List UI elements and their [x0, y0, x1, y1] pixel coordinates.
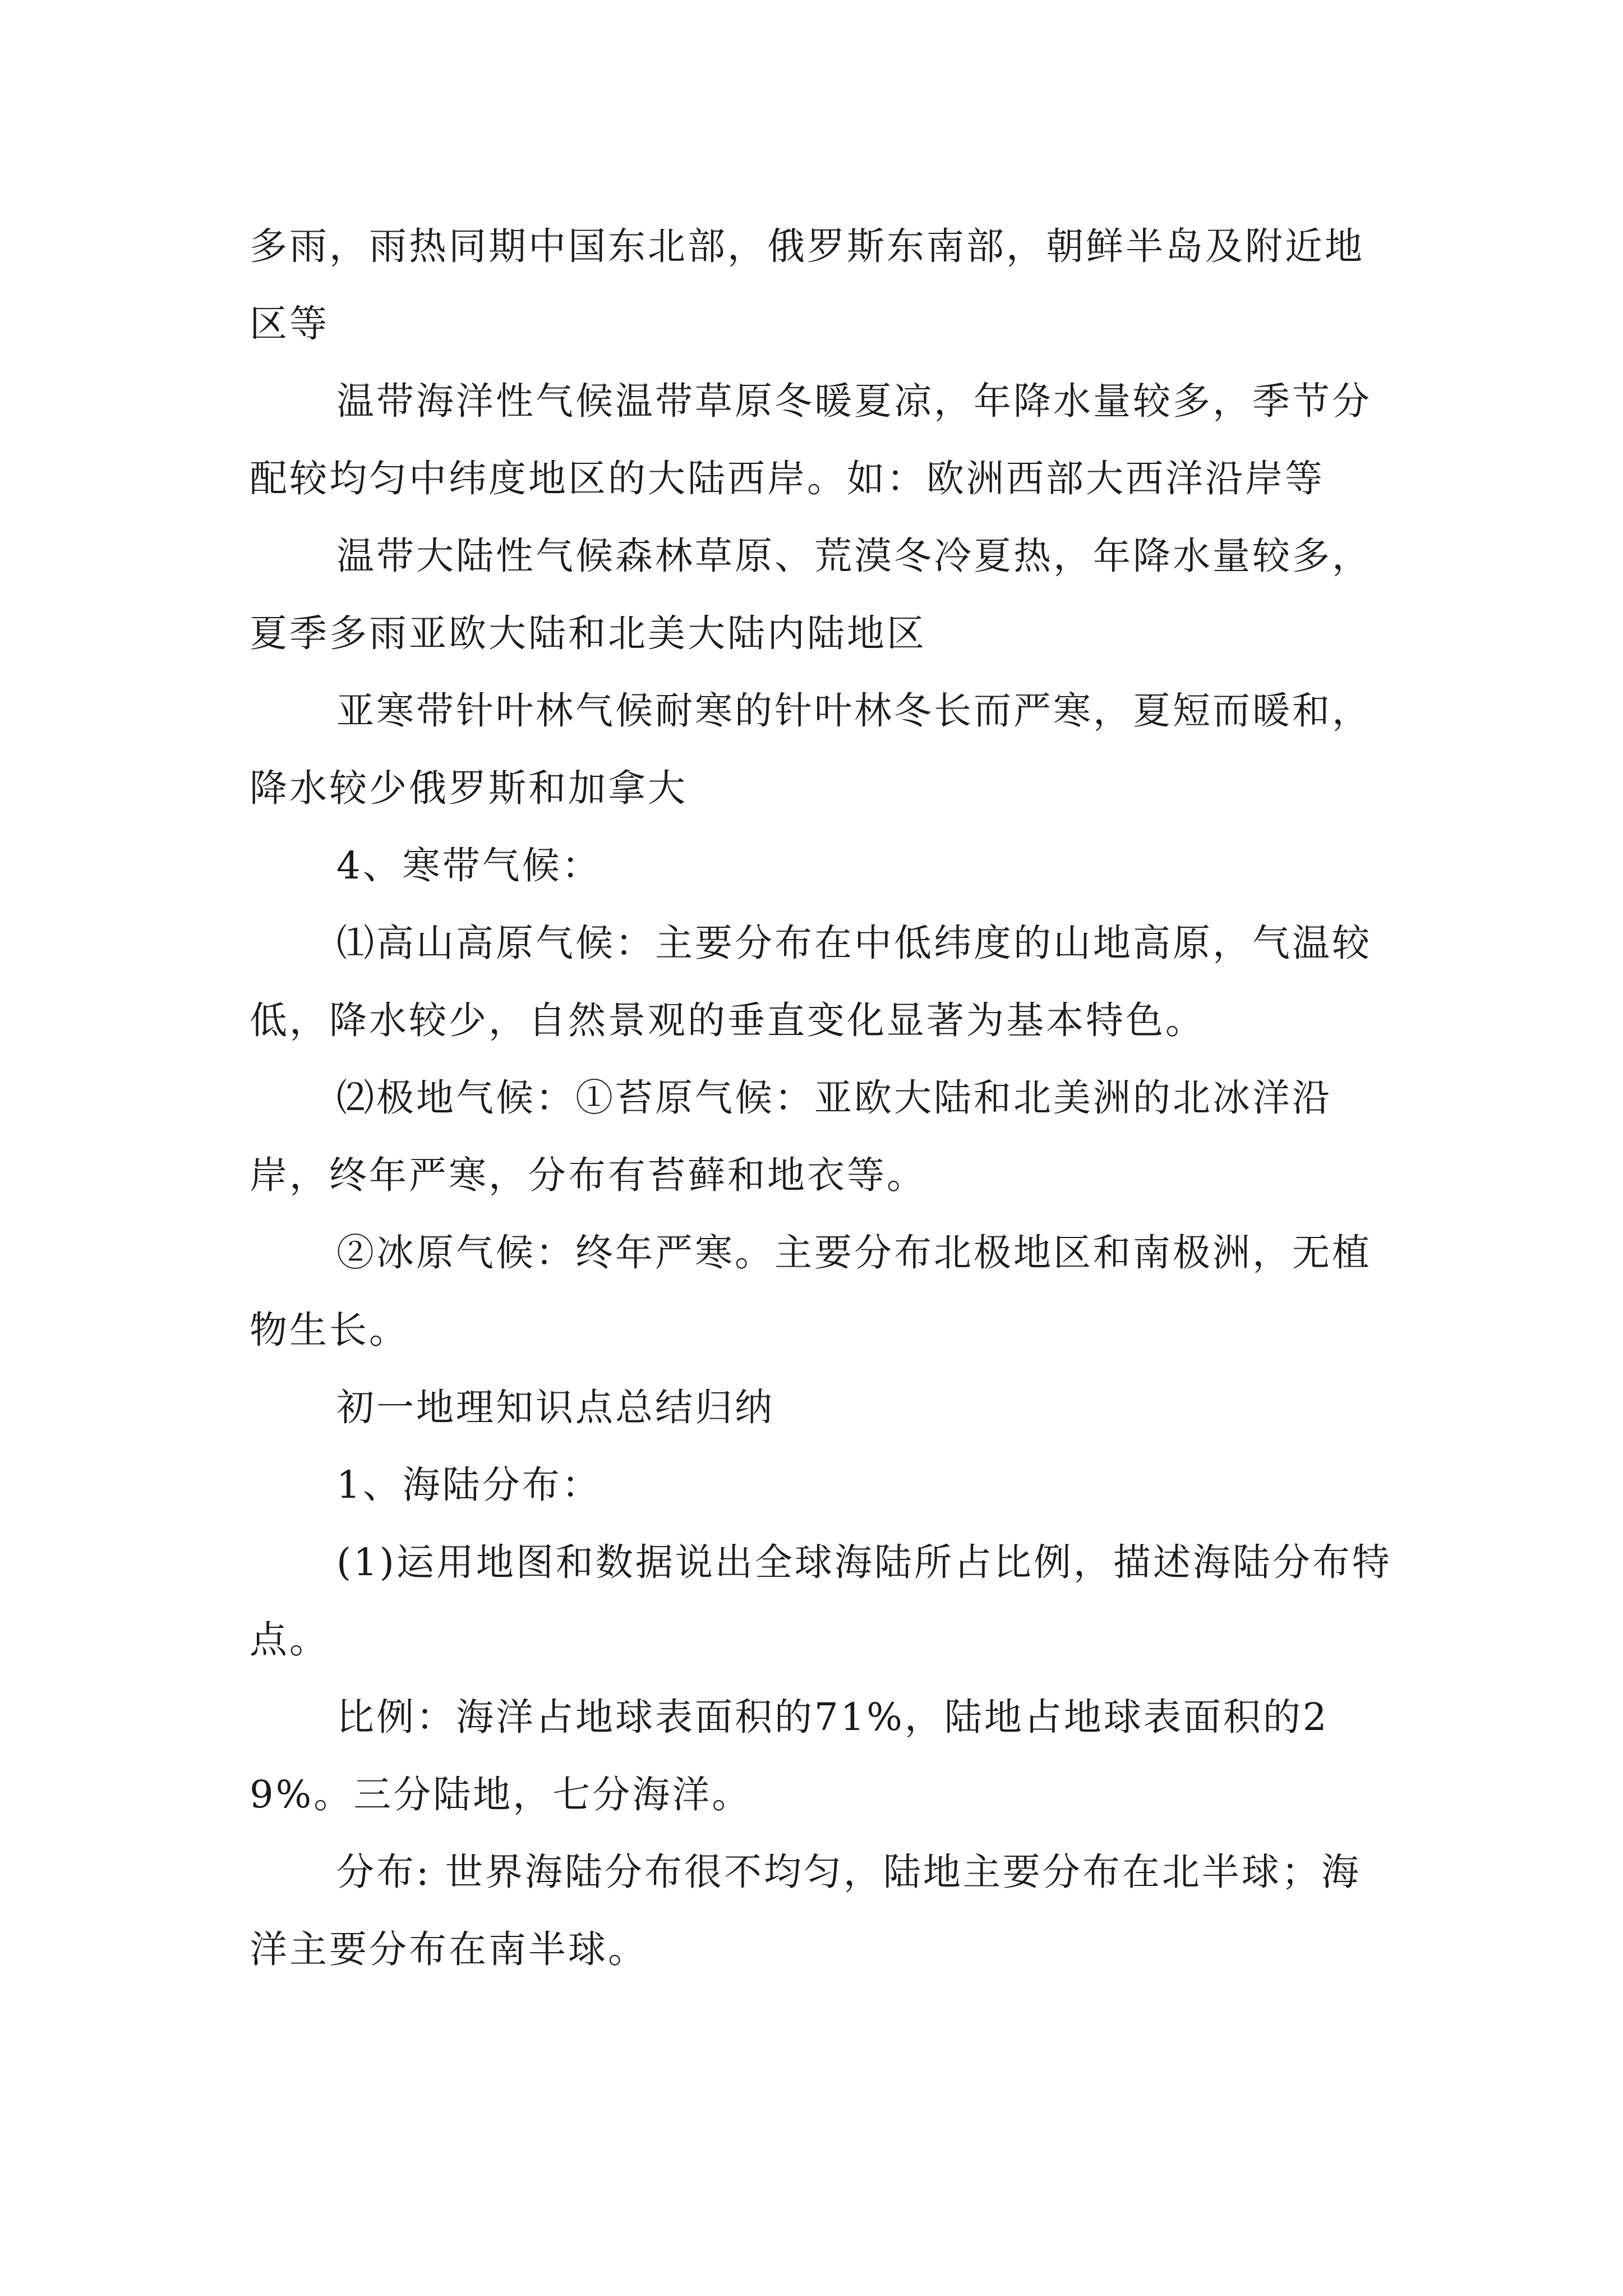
paragraph-subarctic: 亚寒带针叶林气候耐寒的针叶林冬长而严寒，夏短而暖和，降水较少俄罗斯和加拿大 — [250, 689, 1372, 810]
paragraph-highland-climate: ⑴高山高原气候：主要分布在中低纬度的山地高原，气温较低，降水较少，自然景观的垂直变化显著为基本特色。 — [250, 921, 1372, 1042]
paragraph-continuation-monsoon: 多雨，雨热同期中国东北部，俄罗斯东南部，朝鲜半岛及附近地区等 — [250, 224, 1364, 346]
paragraph-polar-tundra: ⑵极地气候：①苔原气候：亚欧大陆和北美洲的北冰洋沿岸，终年严寒，分布有苔藓和地衣等。 — [250, 1076, 1332, 1197]
paragraph-ratio: 比例：海洋占地球表面积的71%，陆地占地球表面积的29%。三分陆地，七分海洋。 — [250, 1695, 1329, 1816]
heading-frigid-climate: 4、寒带气候： — [336, 844, 602, 887]
paragraph-temperate-maritime: 温带海洋性气候温带草原冬暖夏凉，年降水量较多，季节分配较均匀中纬度地区的大陆西岸。如：欧洲西部大西洋沿岸等 — [250, 379, 1372, 500]
paragraph-temperate-continental: 温带大陆性气候森林草原、荒漠冬冷夏热，年降水量较多，夏季多雨亚欧大陆和北美大陆内陆地区 — [250, 534, 1372, 655]
heading-land-sea: 1、海陆分布： — [336, 1463, 602, 1507]
paragraph-distribution: 分布: 世界海陆分布很不均匀，陆地主要分布在北半球；海洋主要分布在南半球。 — [250, 1850, 1361, 1971]
paragraph-ice-cap: ②冰原气候：终年严寒。主要分布北极地区和南极洲，无植物生长。 — [250, 1231, 1372, 1352]
paragraph-land-sea-task: (1)运用地图和数据说出全球海陆所占比例，描述海陆分布特点。 — [250, 1540, 1392, 1662]
section-title: 初一地理知识点总结归纳 — [336, 1386, 774, 1429]
document-body — [250, 208, 1394, 1988]
